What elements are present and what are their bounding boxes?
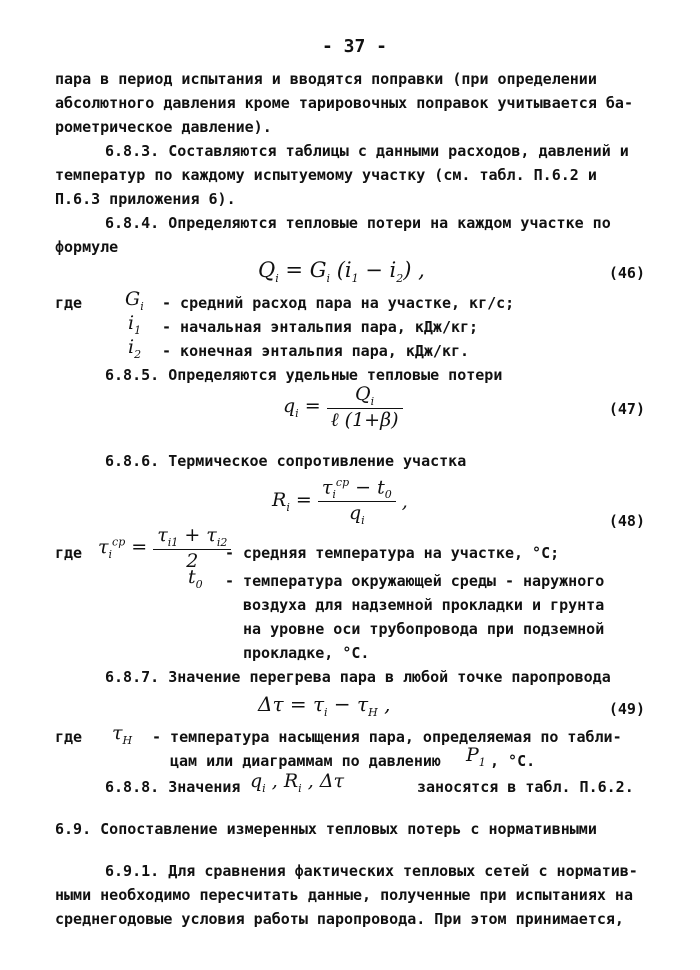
paragraph-line: среднегодовые условия работы паропровода. При этом принимается, (55, 910, 624, 928)
formula-47: $q_i$ = $\frac{Q_i}{\text{ℓ (1+β)}}$ (283, 383, 403, 432)
definition-line: - средняя температура на участке, °С; (225, 544, 560, 562)
equation-number-48: (48) (608, 512, 645, 530)
paragraph-line: рометрическое давление). (55, 118, 272, 136)
section-heading-6-9: 6.9. Сопоставление измеренных тепловых потерь с нормативными (55, 820, 597, 838)
symbol-G: $G_i$ (125, 288, 144, 313)
section-6-8-4: 6.8.4. Определяются тепловые потери на каждом участке по (105, 214, 611, 232)
definition-line: цам или диаграммам по давлению (170, 752, 441, 770)
section-6-9-1: 6.9.1. Для сравнения фактических тепловых сетей с норматив- (105, 862, 638, 880)
formula-48: $R_i$ = $\frac{\tau_i^{cp} - t_0}{q_i}$ , (272, 476, 408, 527)
paragraph-line: абсолютного давления кроме тарировочных поправок учитывается ба- (55, 94, 633, 112)
paragraph-line: пара в период испытания и вводятся поправки (при определении (55, 70, 597, 88)
definition-line: - температура окружающей среды - наружного (225, 572, 605, 590)
section-6-8-6: 6.8.6. Термическое сопротивление участка (105, 452, 467, 470)
where-label: где (55, 728, 83, 746)
paragraph-line: формуле (55, 238, 119, 256)
definition-line: - температура насыщения пара, определяемая по табли- (152, 728, 622, 746)
formula-49: $\Delta\tau = \tau_i - \tau_H$ , (258, 692, 391, 719)
equation-number-47: (47) (608, 400, 645, 418)
formula-mean-temperature: $\tau_i^{cp}$ = $\frac{\tau_{i1} + \tau_{i2}}{2}$ (98, 524, 231, 572)
formula-46: $Q_i = G_i$ $(i_1 - i_2)$ , (258, 258, 425, 286)
page-number: - 37 - (322, 36, 388, 57)
definition-line: - средний расход пара на участке, кг/с; (162, 294, 515, 312)
definition-line: , °С. (490, 752, 536, 770)
section-6-8-3: 6.8.3. Составляются таблицы с данными расходов, давлений и (105, 142, 629, 160)
definition-line: - конечная энтальпия пара, кДж/кг. (162, 342, 470, 360)
definition-line: на уровне оси трубопровода при подземной (243, 620, 605, 638)
definition-line: прокладке, °С. (243, 644, 370, 662)
paragraph-line: температур по каждому испытуемому участку (см. табл. П.6.2 и (55, 166, 597, 184)
symbol-P1: $P_1$ (466, 744, 486, 769)
section-6-8-8-suffix: заносятся в табл. П.6.2. (417, 778, 634, 796)
section-6-8-5: 6.8.5. Определяются удельные тепловые потери (105, 366, 503, 384)
symbol-tau-H: $\tau_H$ (112, 722, 133, 747)
equation-number-46: (46) (608, 264, 645, 282)
symbol-i1: $i_1$ (128, 312, 142, 337)
section-6-8-8: 6.8.8. Значения (105, 778, 241, 796)
paragraph-line: П.6.3 приложения 6). (55, 190, 236, 208)
definition-line: - начальная энтальпия пара, кДж/кг; (162, 318, 479, 336)
paragraph-line: ными необходимо пересчитать данные, полученные при испытаниях на (55, 886, 633, 904)
where-label: где (55, 294, 83, 312)
definition-line: воздуха для надземной прокладки и грунта (243, 596, 605, 614)
equation-number-49: (49) (608, 700, 645, 718)
where-label: где (55, 544, 83, 562)
symbol-t0: $t_0$ (188, 566, 203, 591)
symbol-i2: $i_2$ (128, 336, 142, 361)
formula-values-list: $q_i$ , $R_i$ , Δτ (250, 770, 345, 795)
section-6-8-7: 6.8.7. Значение перегрева пара в любой точке паропровода (105, 668, 611, 686)
